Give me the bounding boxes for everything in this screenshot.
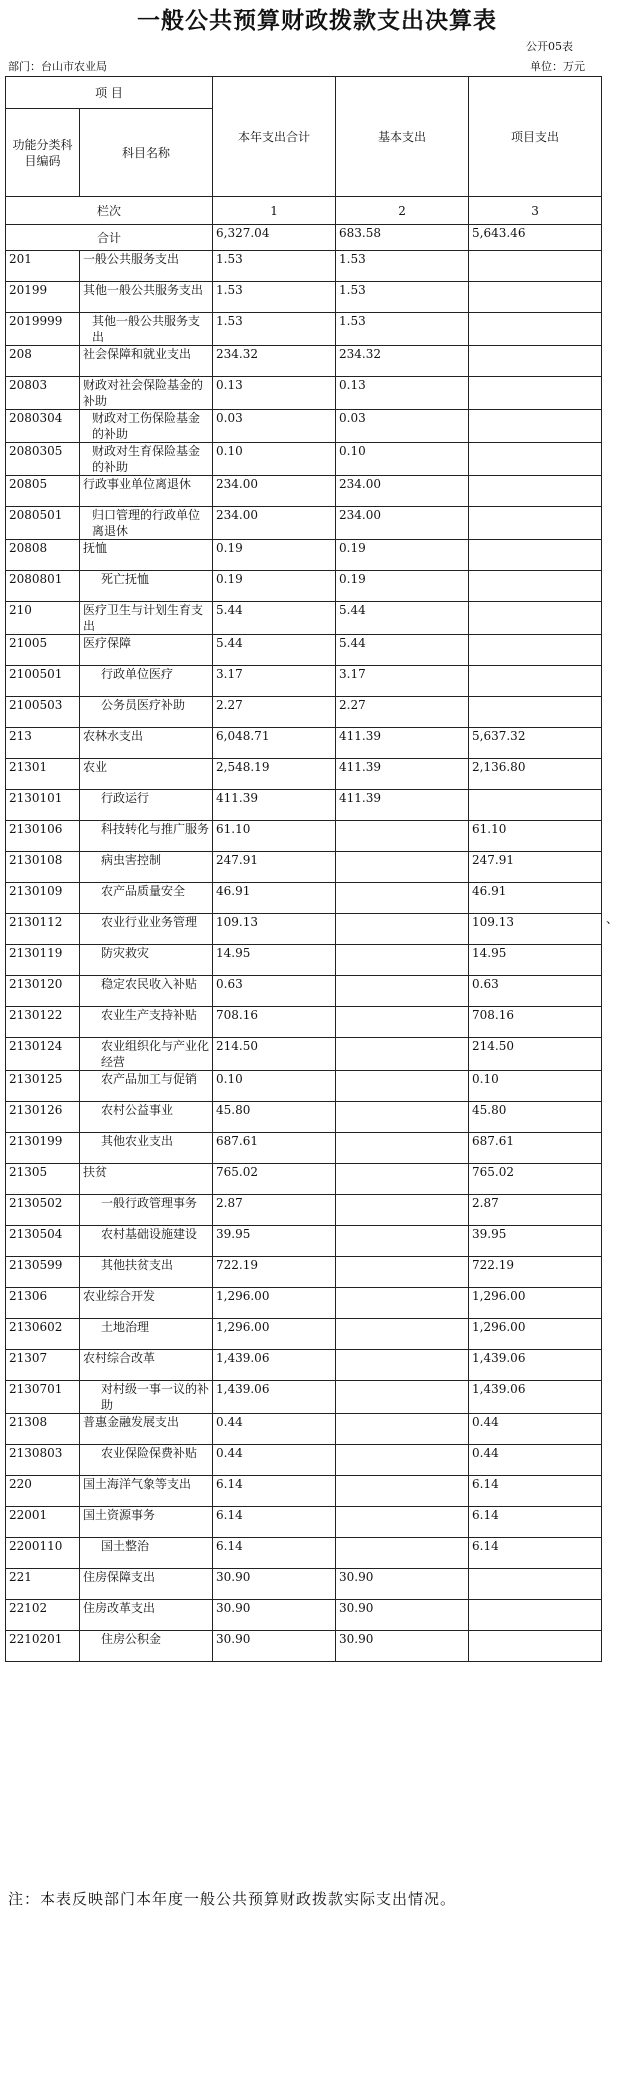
header-project: 项 目 xyxy=(6,77,213,109)
row-basic xyxy=(336,1133,469,1164)
row-name: 行政事业单位离退休 xyxy=(80,476,213,507)
row-project xyxy=(469,1631,602,1662)
row-name: 病虫害控制 xyxy=(80,852,213,883)
row-name: 财政对工伤保险基金的补助 xyxy=(80,410,213,443)
row-basic xyxy=(336,1164,469,1195)
row-code: 20803 xyxy=(6,377,80,410)
table-row xyxy=(6,790,602,821)
row-project xyxy=(469,666,602,697)
table-row xyxy=(6,1507,602,1538)
row-basic: 1.53 xyxy=(336,251,469,282)
row-basic xyxy=(336,976,469,1007)
row-name: 防灾救灾 xyxy=(80,945,213,976)
department-label: 部门：台山市农业局 xyxy=(8,60,107,73)
row-total: 6.14 xyxy=(213,1538,336,1569)
row-project: 765.02 xyxy=(469,1164,602,1195)
row-code: 2130106 xyxy=(6,821,80,852)
table-row xyxy=(6,976,602,1007)
row-project: 46.91 xyxy=(469,883,602,914)
row-code: 2130599 xyxy=(6,1257,80,1288)
table-row xyxy=(6,1071,602,1102)
row-project xyxy=(469,1569,602,1600)
table-row xyxy=(6,1102,602,1133)
table-row xyxy=(6,540,602,571)
row-total: 3.17 xyxy=(213,666,336,697)
row-total: 234.32 xyxy=(213,346,336,377)
row-total: 1,439.06 xyxy=(213,1350,336,1381)
row-basic xyxy=(336,1102,469,1133)
row-name: 财政对社会保险基金的补助 xyxy=(80,377,213,410)
table-row xyxy=(6,1257,602,1288)
row-basic xyxy=(336,1476,469,1507)
row-basic xyxy=(336,1195,469,1226)
table-row xyxy=(6,1164,602,1195)
row-total: 708.16 xyxy=(213,1007,336,1038)
unit-label: 单位：万元 xyxy=(530,60,585,73)
row-project xyxy=(469,377,602,410)
row-basic xyxy=(336,1257,469,1288)
row-basic: 5.44 xyxy=(336,635,469,666)
row-total: 1.53 xyxy=(213,282,336,313)
header-col-index: 栏次 xyxy=(6,197,213,225)
row-name: 住房保障支出 xyxy=(80,1569,213,1600)
row-name: 农产品质量安全 xyxy=(80,883,213,914)
row-name: 其他扶贫支出 xyxy=(80,1257,213,1288)
row-code: 2130701 xyxy=(6,1381,80,1414)
row-basic xyxy=(336,1038,469,1071)
row-code: 20808 xyxy=(6,540,80,571)
row-name: 农产品加工与促销 xyxy=(80,1071,213,1102)
row-project: 6.14 xyxy=(469,1476,602,1507)
row-basic: 1.53 xyxy=(336,313,469,346)
row-name: 归口管理的行政单位离退休 xyxy=(80,507,213,540)
row-name: 抚恤 xyxy=(80,540,213,571)
row-basic: 234.00 xyxy=(336,476,469,507)
row-total: 0.63 xyxy=(213,976,336,1007)
row-code: 2130199 xyxy=(6,1133,80,1164)
row-basic xyxy=(336,945,469,976)
table-row xyxy=(6,759,602,790)
row-name: 住房改革支出 xyxy=(80,1600,213,1631)
row-total: 1,296.00 xyxy=(213,1288,336,1319)
row-code: 2100503 xyxy=(6,697,80,728)
row-project xyxy=(469,1600,602,1631)
header-subject-name: 科目名称 xyxy=(80,109,213,197)
row-basic: 2.27 xyxy=(336,697,469,728)
row-project: 2.87 xyxy=(469,1195,602,1226)
table-row xyxy=(6,1350,602,1381)
row-code: 2130101 xyxy=(6,790,80,821)
row-project: 0.10 xyxy=(469,1071,602,1102)
row-project: 687.61 xyxy=(469,1133,602,1164)
row-name: 科技转化与推广服务 xyxy=(80,821,213,852)
row-basic: 3.17 xyxy=(336,666,469,697)
row-total: 234.00 xyxy=(213,476,336,507)
table-row xyxy=(6,697,602,728)
table-row xyxy=(6,666,602,697)
row-code: 201 xyxy=(6,251,80,282)
row-total: 45.80 xyxy=(213,1102,336,1133)
row-code: 20199 xyxy=(6,282,80,313)
table-row xyxy=(6,1319,602,1350)
row-name: 农业生产支持补贴 xyxy=(80,1007,213,1038)
row-basic: 30.90 xyxy=(336,1569,469,1600)
table-row xyxy=(6,1631,602,1662)
row-total: 2,548.19 xyxy=(213,759,336,790)
row-total: 0.13 xyxy=(213,377,336,410)
table-row xyxy=(6,1288,602,1319)
row-total: 0.19 xyxy=(213,571,336,602)
row-basic xyxy=(336,852,469,883)
row-project: 109.13 xyxy=(469,914,602,945)
total-basic: 683.58 xyxy=(336,225,469,251)
row-basic: 234.00 xyxy=(336,507,469,540)
row-basic xyxy=(336,1319,469,1350)
row-code: 2210201 xyxy=(6,1631,80,1662)
row-project: 0.63 xyxy=(469,976,602,1007)
header-func-code: 功能分类科目编码 xyxy=(6,109,80,197)
footnote: 注：本表反映部门本年度一般公共预算财政拨款实际支出情况。 xyxy=(8,1890,457,1908)
row-project xyxy=(469,346,602,377)
row-code: 2080304 xyxy=(6,410,80,443)
row-code: 2130122 xyxy=(6,1007,80,1038)
header-col1: 1 xyxy=(213,197,336,225)
row-total: 214.50 xyxy=(213,1038,336,1071)
row-total: 2.87 xyxy=(213,1195,336,1226)
row-name: 医疗保障 xyxy=(80,635,213,666)
row-name: 对村级一事一议的补助 xyxy=(80,1381,213,1414)
table-row xyxy=(6,852,602,883)
row-total: 1,439.06 xyxy=(213,1381,336,1414)
row-basic: 1.53 xyxy=(336,282,469,313)
table-row xyxy=(6,914,602,945)
expenditure-table xyxy=(5,76,602,1662)
row-code: 2080305 xyxy=(6,443,80,476)
row-name: 其他一般公共服务支出 xyxy=(80,282,213,313)
header-basic: 基本支出 xyxy=(336,77,469,197)
row-total: 722.19 xyxy=(213,1257,336,1288)
row-name: 农业行业业务管理 xyxy=(80,914,213,945)
table-row xyxy=(6,1600,602,1631)
table-row xyxy=(6,635,602,666)
row-project: 61.10 xyxy=(469,821,602,852)
row-project xyxy=(469,602,602,635)
row-project: 14.95 xyxy=(469,945,602,976)
row-code: 2130125 xyxy=(6,1071,80,1102)
row-basic xyxy=(336,821,469,852)
table-row xyxy=(6,728,602,759)
table-row xyxy=(6,883,602,914)
row-name: 住房公积金 xyxy=(80,1631,213,1662)
row-project: 0.44 xyxy=(469,1445,602,1476)
row-project: 722.19 xyxy=(469,1257,602,1288)
row-total: 30.90 xyxy=(213,1631,336,1662)
row-total: 0.19 xyxy=(213,540,336,571)
table-row xyxy=(6,1476,602,1507)
table-row xyxy=(6,1445,602,1476)
row-name: 扶贫 xyxy=(80,1164,213,1195)
row-name: 普惠金融发展支出 xyxy=(80,1414,213,1445)
row-project xyxy=(469,540,602,571)
row-name: 社会保障和就业支出 xyxy=(80,346,213,377)
row-name: 一般公共服务支出 xyxy=(80,251,213,282)
row-project: 6.14 xyxy=(469,1538,602,1569)
row-project xyxy=(469,251,602,282)
row-project: 708.16 xyxy=(469,1007,602,1038)
row-project xyxy=(469,635,602,666)
row-basic: 0.10 xyxy=(336,443,469,476)
row-basic xyxy=(336,1414,469,1445)
row-name: 国土资源事务 xyxy=(80,1507,213,1538)
page-title: 一般公共预算财政拨款支出决算表 xyxy=(137,7,497,34)
total-project: 5,643.46 xyxy=(469,225,602,251)
table-row xyxy=(6,1414,602,1445)
row-project: 39.95 xyxy=(469,1226,602,1257)
row-name: 农业综合开发 xyxy=(80,1288,213,1319)
table-row xyxy=(6,313,602,346)
row-total: 6,048.71 xyxy=(213,728,336,759)
row-project xyxy=(469,282,602,313)
row-total: 2.27 xyxy=(213,697,336,728)
row-project: 1,296.00 xyxy=(469,1288,602,1319)
row-name: 农业 xyxy=(80,759,213,790)
table-row xyxy=(6,945,602,976)
table-row xyxy=(6,1381,602,1414)
row-total: 0.44 xyxy=(213,1445,336,1476)
total-sum: 6,327.04 xyxy=(213,225,336,251)
row-project xyxy=(469,571,602,602)
table-row xyxy=(6,602,602,635)
stray-mark: 、 xyxy=(606,912,619,926)
row-code: 21308 xyxy=(6,1414,80,1445)
row-total: 61.10 xyxy=(213,821,336,852)
row-basic xyxy=(336,883,469,914)
header-project-exp: 项目支出 xyxy=(469,77,602,197)
row-project: 214.50 xyxy=(469,1038,602,1071)
row-basic: 234.32 xyxy=(336,346,469,377)
row-name: 公务员医疗补助 xyxy=(80,697,213,728)
row-project: 6.14 xyxy=(469,1507,602,1538)
row-total: 0.44 xyxy=(213,1414,336,1445)
row-total: 5.44 xyxy=(213,635,336,666)
row-total: 109.13 xyxy=(213,914,336,945)
row-project xyxy=(469,697,602,728)
row-project xyxy=(469,313,602,346)
table-row xyxy=(6,1007,602,1038)
row-project: 1,439.06 xyxy=(469,1381,602,1414)
row-name: 农村综合改革 xyxy=(80,1350,213,1381)
row-project: 1,296.00 xyxy=(469,1319,602,1350)
row-basic xyxy=(336,1445,469,1476)
row-name: 农村基础设施建设 xyxy=(80,1226,213,1257)
row-total: 687.61 xyxy=(213,1133,336,1164)
header-total: 本年支出合计 xyxy=(213,77,336,197)
row-code: 2130120 xyxy=(6,976,80,1007)
table-row xyxy=(6,821,602,852)
row-total: 234.00 xyxy=(213,507,336,540)
total-label: 合计 xyxy=(6,225,213,251)
row-project: 0.44 xyxy=(469,1414,602,1445)
row-basic xyxy=(336,1288,469,1319)
row-project: 247.91 xyxy=(469,852,602,883)
row-total: 0.03 xyxy=(213,410,336,443)
row-project xyxy=(469,790,602,821)
row-basic xyxy=(336,914,469,945)
row-name: 其他农业支出 xyxy=(80,1133,213,1164)
row-code: 208 xyxy=(6,346,80,377)
row-name: 财政对生育保险基金的补助 xyxy=(80,443,213,476)
row-code: 2130602 xyxy=(6,1319,80,1350)
row-total: 1.53 xyxy=(213,251,336,282)
row-basic: 411.39 xyxy=(336,759,469,790)
table-row xyxy=(6,251,602,282)
row-code: 2019999 xyxy=(6,313,80,346)
row-basic xyxy=(336,1071,469,1102)
row-basic: 30.90 xyxy=(336,1631,469,1662)
row-total: 30.90 xyxy=(213,1600,336,1631)
header-col2: 2 xyxy=(336,197,469,225)
row-name: 其他一般公共服务支出 xyxy=(80,313,213,346)
row-total: 14.95 xyxy=(213,945,336,976)
row-code: 2130502 xyxy=(6,1195,80,1226)
form-code: 公开05表 xyxy=(526,40,573,53)
table-row xyxy=(6,282,602,313)
row-name: 国土海洋气象等支出 xyxy=(80,1476,213,1507)
row-name: 稳定农民收入补贴 xyxy=(80,976,213,1007)
row-total: 1,296.00 xyxy=(213,1319,336,1350)
table-row xyxy=(6,1226,602,1257)
table-row xyxy=(6,571,602,602)
header-col3: 3 xyxy=(469,197,602,225)
row-name: 农村公益事业 xyxy=(80,1102,213,1133)
row-code: 220 xyxy=(6,1476,80,1507)
row-basic xyxy=(336,1381,469,1414)
row-code: 21005 xyxy=(6,635,80,666)
row-code: 2080501 xyxy=(6,507,80,540)
table-row xyxy=(6,377,602,410)
table-row xyxy=(6,1569,602,1600)
row-total: 247.91 xyxy=(213,852,336,883)
row-project xyxy=(469,507,602,540)
row-code: 2200110 xyxy=(6,1538,80,1569)
row-total: 30.90 xyxy=(213,1569,336,1600)
row-total: 39.95 xyxy=(213,1226,336,1257)
table-row xyxy=(6,507,602,540)
row-basic xyxy=(336,1350,469,1381)
row-code: 2130112 xyxy=(6,914,80,945)
row-total: 765.02 xyxy=(213,1164,336,1195)
row-code: 2130126 xyxy=(6,1102,80,1133)
row-project: 5,637.32 xyxy=(469,728,602,759)
row-basic: 411.39 xyxy=(336,728,469,759)
row-project xyxy=(469,410,602,443)
row-name: 一般行政管理事务 xyxy=(80,1195,213,1226)
row-total: 6.14 xyxy=(213,1476,336,1507)
row-name: 农业保险保费补贴 xyxy=(80,1445,213,1476)
row-code: 2130109 xyxy=(6,883,80,914)
row-project xyxy=(469,476,602,507)
row-code: 21301 xyxy=(6,759,80,790)
row-project: 45.80 xyxy=(469,1102,602,1133)
row-name: 医疗卫生与计划生育支出 xyxy=(80,602,213,635)
row-code: 21305 xyxy=(6,1164,80,1195)
row-basic: 0.03 xyxy=(336,410,469,443)
table-row xyxy=(6,346,602,377)
row-code: 2130124 xyxy=(6,1038,80,1071)
row-total: 46.91 xyxy=(213,883,336,914)
row-code: 221 xyxy=(6,1569,80,1600)
row-total: 6.14 xyxy=(213,1507,336,1538)
row-basic: 5.44 xyxy=(336,602,469,635)
table-row xyxy=(6,1133,602,1164)
row-basic: 30.90 xyxy=(336,1600,469,1631)
row-basic xyxy=(336,1538,469,1569)
row-total: 5.44 xyxy=(213,602,336,635)
row-name: 农业组织化与产业化经营 xyxy=(80,1038,213,1071)
table-row xyxy=(6,1038,602,1071)
row-code: 2130803 xyxy=(6,1445,80,1476)
row-basic xyxy=(336,1226,469,1257)
row-total: 1.53 xyxy=(213,313,336,346)
row-total: 411.39 xyxy=(213,790,336,821)
row-code: 2080801 xyxy=(6,571,80,602)
row-code: 2130504 xyxy=(6,1226,80,1257)
row-name: 行政运行 xyxy=(80,790,213,821)
row-basic xyxy=(336,1007,469,1038)
table-row xyxy=(6,410,602,443)
row-project: 2,136.80 xyxy=(469,759,602,790)
table-row xyxy=(6,1195,602,1226)
row-name: 农林水支出 xyxy=(80,728,213,759)
table-row xyxy=(6,443,602,476)
row-total: 0.10 xyxy=(213,443,336,476)
row-code: 21307 xyxy=(6,1350,80,1381)
row-code: 21306 xyxy=(6,1288,80,1319)
row-project xyxy=(469,443,602,476)
row-name: 行政单位医疗 xyxy=(80,666,213,697)
row-code: 20805 xyxy=(6,476,80,507)
row-code: 2100501 xyxy=(6,666,80,697)
row-name: 死亡抚恤 xyxy=(80,571,213,602)
table-row xyxy=(6,476,602,507)
row-basic: 0.19 xyxy=(336,571,469,602)
row-basic: 0.13 xyxy=(336,377,469,410)
row-code: 210 xyxy=(6,602,80,635)
row-code: 213 xyxy=(6,728,80,759)
row-name: 国土整治 xyxy=(80,1538,213,1569)
row-code: 22102 xyxy=(6,1600,80,1631)
table-row xyxy=(6,1538,602,1569)
row-total: 0.10 xyxy=(213,1071,336,1102)
row-basic: 411.39 xyxy=(336,790,469,821)
row-code: 22001 xyxy=(6,1507,80,1538)
row-code: 2130119 xyxy=(6,945,80,976)
row-code: 2130108 xyxy=(6,852,80,883)
row-name: 土地治理 xyxy=(80,1319,213,1350)
row-project: 1,439.06 xyxy=(469,1350,602,1381)
total-row xyxy=(6,225,602,251)
row-basic xyxy=(336,1507,469,1538)
row-basic: 0.19 xyxy=(336,540,469,571)
